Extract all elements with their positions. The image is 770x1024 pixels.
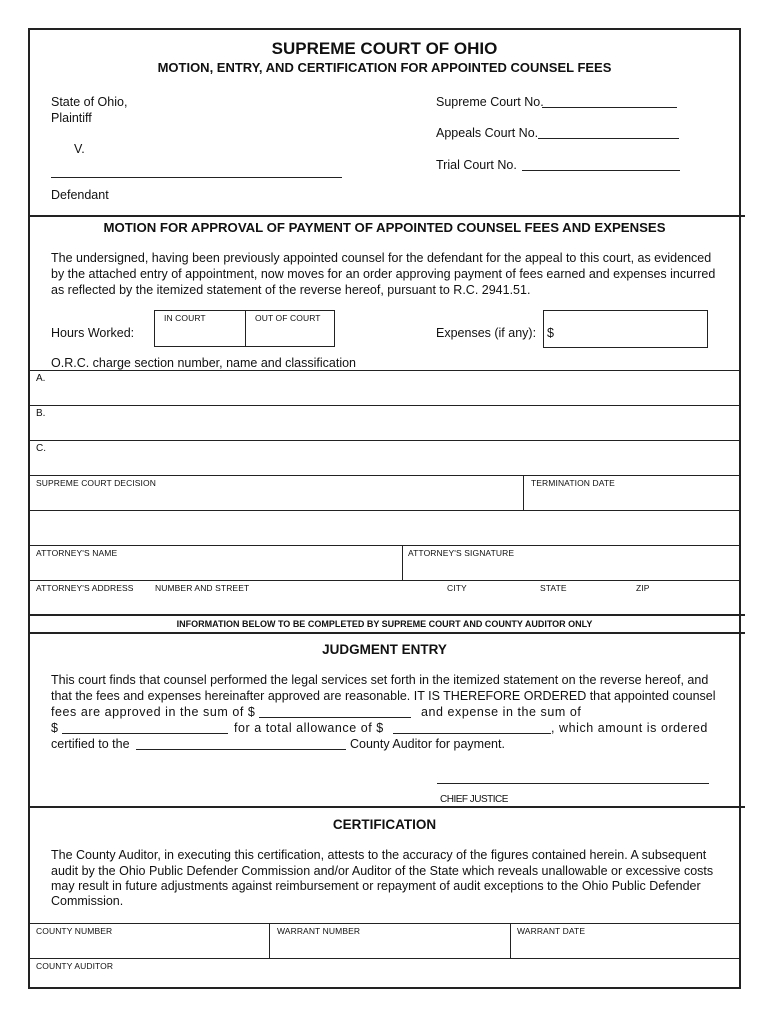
form-frame	[28, 28, 741, 989]
county-field[interactable]	[136, 749, 346, 750]
charge-b-field[interactable]	[50, 407, 740, 439]
divider	[402, 545, 403, 580]
attorney-name-label: ATTORNEY'S NAME	[36, 548, 118, 558]
fees-amount-field[interactable]	[259, 717, 411, 718]
county-auditor-label: COUNTY AUDITOR	[36, 961, 114, 971]
divider	[28, 475, 741, 476]
certification-text-line4: Commission.	[51, 894, 124, 908]
divider	[28, 958, 741, 959]
chief-justice-label: CHIEF JUSTICE	[440, 794, 508, 805]
chief-justice-signature-field[interactable]	[437, 783, 709, 784]
in-court-hours-field[interactable]	[155, 325, 244, 346]
divider	[28, 510, 741, 511]
divider	[28, 440, 741, 441]
attorney-address-field[interactable]	[36, 595, 736, 613]
divider	[28, 923, 741, 924]
judgment-entry-title: JUDGMENT ENTRY	[322, 642, 447, 657]
decision-continuation-field[interactable]	[36, 512, 736, 543]
in-court-label: IN COURT	[164, 313, 206, 323]
state-label: STATE	[540, 583, 567, 593]
divider	[28, 370, 741, 371]
termination-date-field[interactable]	[531, 490, 736, 508]
attorney-signature-field[interactable]	[408, 560, 736, 578]
defendant-label: Defendant	[51, 188, 109, 202]
charge-a-field[interactable]	[50, 372, 740, 404]
attorney-signature-label: ATTORNEY'S SIGNATURE	[408, 548, 515, 558]
versus-label: V.	[74, 142, 85, 156]
out-of-court-hours-field[interactable]	[246, 325, 334, 346]
trial-court-no-label: Trial Court No.	[436, 158, 517, 172]
motion-text-line3: as reflected by the itemized statement of the reverse hereof, pursuant to R.C. 2941.51.	[51, 283, 531, 297]
zip-label: ZIP	[636, 583, 650, 593]
warrant-date-label: WARRANT DATE	[517, 926, 586, 936]
total-allowance-field[interactable]	[393, 733, 551, 734]
expenses-field[interactable]	[543, 310, 708, 348]
county-number-label: COUNTY NUMBER	[36, 926, 113, 936]
attorney-name-field[interactable]	[36, 560, 398, 578]
trial-court-no-field[interactable]	[522, 170, 680, 171]
divider	[28, 806, 745, 808]
expense-amount-field[interactable]	[62, 733, 228, 734]
warrant-number-label: WARRANT NUMBER	[277, 926, 361, 936]
appeals-court-no-label: Appeals Court No.	[436, 126, 539, 140]
judgment-total-label: for a total allowance of $	[234, 721, 384, 735]
defendant-name-field[interactable]	[51, 177, 342, 178]
county-auditor-field[interactable]	[36, 972, 736, 986]
city-label: CITY	[447, 583, 467, 593]
judgment-auditor-label: County Auditor for payment.	[350, 737, 505, 751]
form-subtitle: MOTION, ENTRY, AND CERTIFICATION FOR APPOINTED COUNSEL FEES	[157, 60, 612, 75]
divider	[28, 545, 741, 546]
state-of-ohio-label: State of Ohio,	[51, 95, 128, 109]
number-street-label: NUMBER AND STREET	[155, 583, 250, 593]
warrant-number-field[interactable]	[277, 938, 505, 956]
certification-text-line2: audit by the Ohio Public Defender Commission and/or Auditor of the State which reveals unallowable or excessive costs	[51, 864, 714, 878]
charge-c-label: C.	[36, 443, 46, 454]
certification-text-line3: may result in future adjustments against reimbursement or repayment of audit exceptions to the Ohio Public Defender	[51, 879, 701, 893]
judgment-dollar-sign: $	[51, 721, 58, 735]
hours-worked-label: Hours Worked:	[51, 326, 135, 340]
certification-title: CERTIFICATION	[332, 817, 437, 832]
supreme-court-no-label: Supreme Court No.	[436, 95, 544, 109]
supreme-court-decision-field[interactable]	[36, 490, 520, 508]
divider	[28, 614, 745, 616]
motion-text-line1: The undersigned, having been previously appointed counsel for the defendant for the appeal to this court, as evidenced	[51, 251, 712, 265]
divider	[28, 580, 741, 581]
divider	[523, 475, 524, 510]
dollar-sign: $	[547, 326, 554, 340]
judgment-fees-label: fees are approved in the sum of $	[51, 705, 256, 719]
orc-charge-label: O.R.C. charge section number, name and classification	[51, 356, 357, 370]
supreme-court-no-field[interactable]	[542, 107, 677, 108]
judgment-text-line1: This court finds that counsel performed the legal services set forth in the itemized statement on the reverse hereof, and	[51, 673, 709, 687]
judgment-ordered-label: , which amount is ordered	[551, 721, 708, 735]
judgment-expense-label: and expense in the sum of	[421, 705, 582, 719]
judgment-text-line2: that the fees and expenses hereinafter approved are reasonable. IT IS THEREFORE ORDERED that appointed counsel	[51, 689, 716, 703]
attorney-address-label: ATTORNEY'S ADDRESS	[36, 583, 134, 593]
charge-b-label: B.	[36, 408, 46, 419]
county-number-field[interactable]	[36, 938, 264, 956]
expenses-label: Expenses (if any):	[436, 326, 537, 340]
supreme-court-decision-label: SUPREME COURT DECISION	[36, 478, 156, 488]
court-title: SUPREME COURT OF OHIO	[271, 39, 498, 58]
divider	[28, 632, 745, 634]
warrant-date-field[interactable]	[517, 938, 736, 956]
info-banner: INFORMATION BELOW TO BE COMPLETED BY SUPREME COURT AND COUNTY AUDITOR ONLY	[176, 619, 593, 629]
divider	[269, 923, 270, 958]
appeals-court-no-field[interactable]	[538, 138, 679, 139]
motion-text-line2: by the attached entry of appointment, now moves for an order approving payment of fees earned and expenses incurred	[51, 267, 716, 281]
divider	[28, 405, 741, 406]
motion-title: MOTION FOR APPROVAL OF PAYMENT OF APPOINTED COUNSEL FEES AND EXPENSES	[103, 220, 666, 235]
divider	[28, 215, 745, 217]
charge-c-field[interactable]	[50, 442, 740, 474]
plaintiff-label: Plaintiff	[51, 111, 92, 125]
termination-date-label: TERMINATION DATE	[531, 478, 615, 488]
judgment-certified-label: certified to the	[51, 737, 130, 751]
out-of-court-label: OUT OF COURT	[255, 313, 321, 323]
certification-text-line1: The County Auditor, in executing this certification, attests to the accuracy of the figures contained herein. A subsequent	[51, 848, 707, 862]
charge-a-label: A.	[36, 373, 46, 384]
divider	[510, 923, 511, 958]
